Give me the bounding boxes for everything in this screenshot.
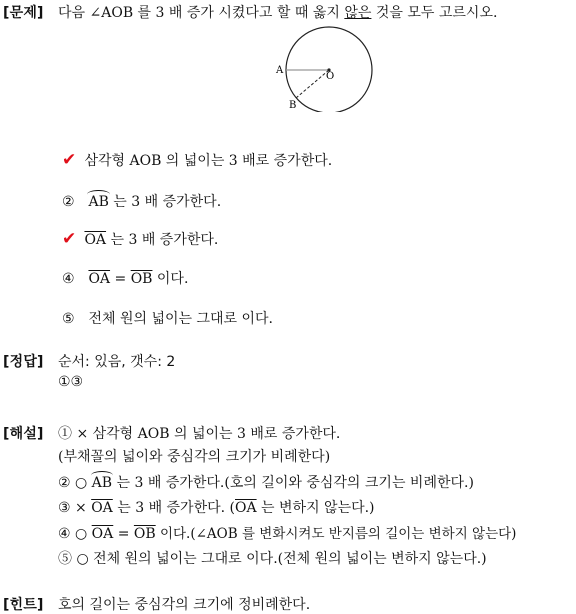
prompt-text: 다음 ∠AOB 를 3 배 증가 시켰다고 할 때 옳지	[58, 5, 345, 21]
explanation-line-6: ⑤ ○ 전체 원의 넓이는 그대로 이다.(전체 원의 넓이는 변하지 않는다.)	[58, 551, 487, 567]
prompt-underlined: 않은	[344, 5, 372, 21]
circle-figure	[270, 24, 380, 112]
option-1-text: 삼각형 AOB 의 넓이는 3 배로 증가한다.	[84, 153, 333, 169]
check-icon: ✔	[62, 229, 77, 249]
option-2-text: 는 3 배 증가한다.	[108, 194, 222, 210]
arc-ab: AB	[88, 194, 109, 210]
figure-label-b: B	[289, 100, 297, 111]
explanation-line-3	[58, 472, 474, 492]
explanation-text: 는 변하지 않는다.)	[256, 500, 375, 516]
segment-ob: $\overline{OB}$	[130, 271, 153, 287]
explanation-marker: ③ ×	[58, 500, 92, 516]
explanation-line-1: ① × 삼각형 AOB 의 넓이는 3 배로 증가한다.	[58, 426, 341, 442]
segment-ob: $\overline{OB}$	[133, 526, 156, 542]
segment-oa: $\overline{OA}$	[235, 500, 257, 516]
explanation-text: 는 3 배 증가한다. (	[112, 500, 235, 516]
segment-oa: $\overline{OA}$	[88, 271, 111, 287]
segment-oa: $\overline{OA}$	[91, 526, 114, 542]
figure-label-o: O	[326, 71, 335, 82]
explanation-marker: ④ ○	[58, 526, 92, 542]
option-5-number: ⑤	[62, 311, 75, 327]
option-3-text: 는 3 배 증가한다.	[106, 232, 219, 248]
option-2	[62, 191, 221, 211]
option-4-text: 이다.	[152, 271, 189, 287]
option-1	[62, 150, 332, 170]
option-5-text: 전체 원의 넓이는 그대로 이다.	[88, 311, 273, 327]
explanation-text: 는 3 배 증가한다.(호의 길이와 중심각의 크기는 비례한다.)	[112, 475, 474, 491]
question-prompt	[58, 2, 497, 22]
check-icon: ✔	[62, 150, 77, 170]
prompt-text-end: 것을 모두 고르시오.	[371, 5, 498, 21]
option-3	[62, 229, 218, 249]
figure-label-a: A	[276, 65, 284, 76]
option-2-number: ②	[62, 194, 75, 210]
explanation-text: 이다.(∠AOB 를 변화시켜도 반지름의 길이는 변하지 않는다)	[155, 526, 517, 542]
equals-sign: =	[113, 526, 134, 542]
answer-line-2: ①③	[58, 374, 84, 390]
explanation-line-4	[58, 497, 375, 517]
equals-sign: =	[110, 271, 131, 287]
explanation-marker: ② ○	[58, 475, 92, 491]
hint-tag: [힌트]	[3, 597, 44, 613]
segment-oa: $\overline{OA}$	[84, 232, 107, 248]
option-4-number: ④	[62, 271, 75, 287]
explanation-line-2: (부채꼴의 넓이와 중심각의 크기가 비례한다)	[58, 449, 331, 465]
explanation-line-5	[58, 522, 516, 542]
explanation-tag: [해설]	[3, 426, 44, 442]
answer-line-1: 순서: 있음, 갯수: 2	[58, 354, 176, 370]
arc-ab: AB	[91, 475, 113, 491]
option-4	[62, 268, 188, 288]
hint-text: 호의 길이는 중심각의 크기에 정비례한다.	[58, 597, 311, 613]
answer-tag: [정답]	[3, 354, 44, 370]
question-tag: [문제]	[3, 5, 44, 21]
segment-oa: $\overline{OA}$	[91, 500, 113, 516]
option-5	[62, 308, 273, 328]
